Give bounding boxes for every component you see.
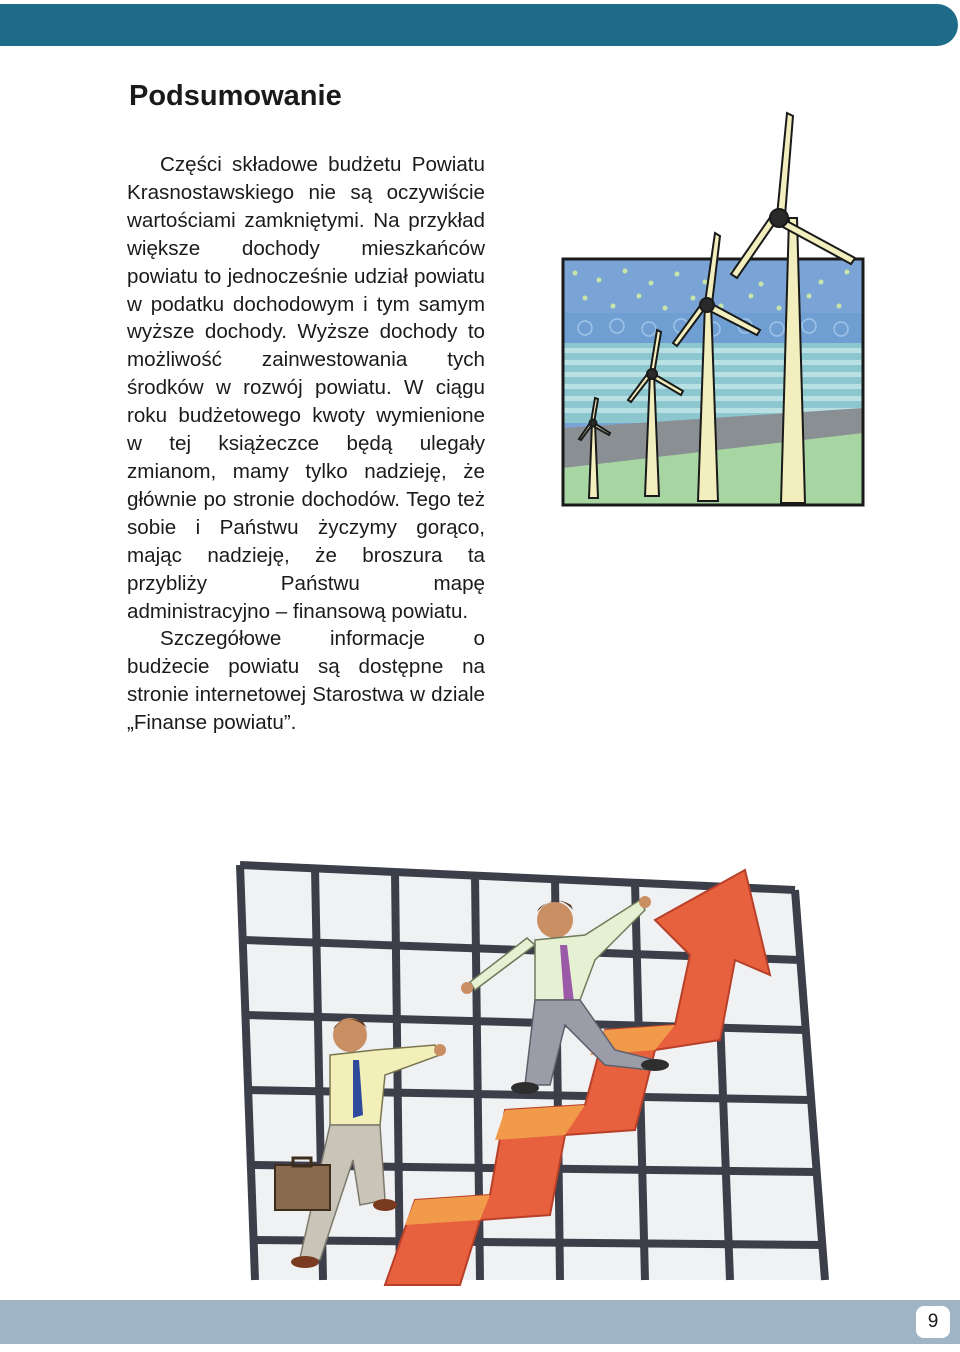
growth-arrow-illustration <box>235 860 835 1290</box>
paragraph-summary: Części składowe budżetu Powiatu Krasnostawskiego nie są oczywiście wartościami zamkniętymi. Na przykład większe dochody mieszkańców powiatu to jednocześnie udział powiatu w podatku dochodowym i tym samym wyższe dochody. Wyższe dochody to możliwość zainwestowania tych środków w rozwój powiatu. W ciągu roku budżetowego kwoty wymienione w tej książeczce będą ulegały zmianom, mamy tylko nadzieję, że głównie po stronie dochodów. Tego też sobie i Państwu życzymy gorąco, mając nadzieję, że broszura ta przybliży Państwu mapę administracyjno – finansową powiatu. <box>127 153 485 623</box>
wind-turbines-illustration <box>555 108 875 518</box>
page-title: Podsumowanie <box>129 80 342 112</box>
footer-bar <box>0 1300 960 1344</box>
page-number: 9 <box>916 1306 950 1338</box>
header-bar <box>0 4 958 46</box>
body-text <box>127 151 485 737</box>
paragraph-details: Szczegółowe informacje o budżecie powiatu są dostępne na stronie internetowej Starostwa w dziale „Finanse powiatu”. <box>127 627 485 735</box>
